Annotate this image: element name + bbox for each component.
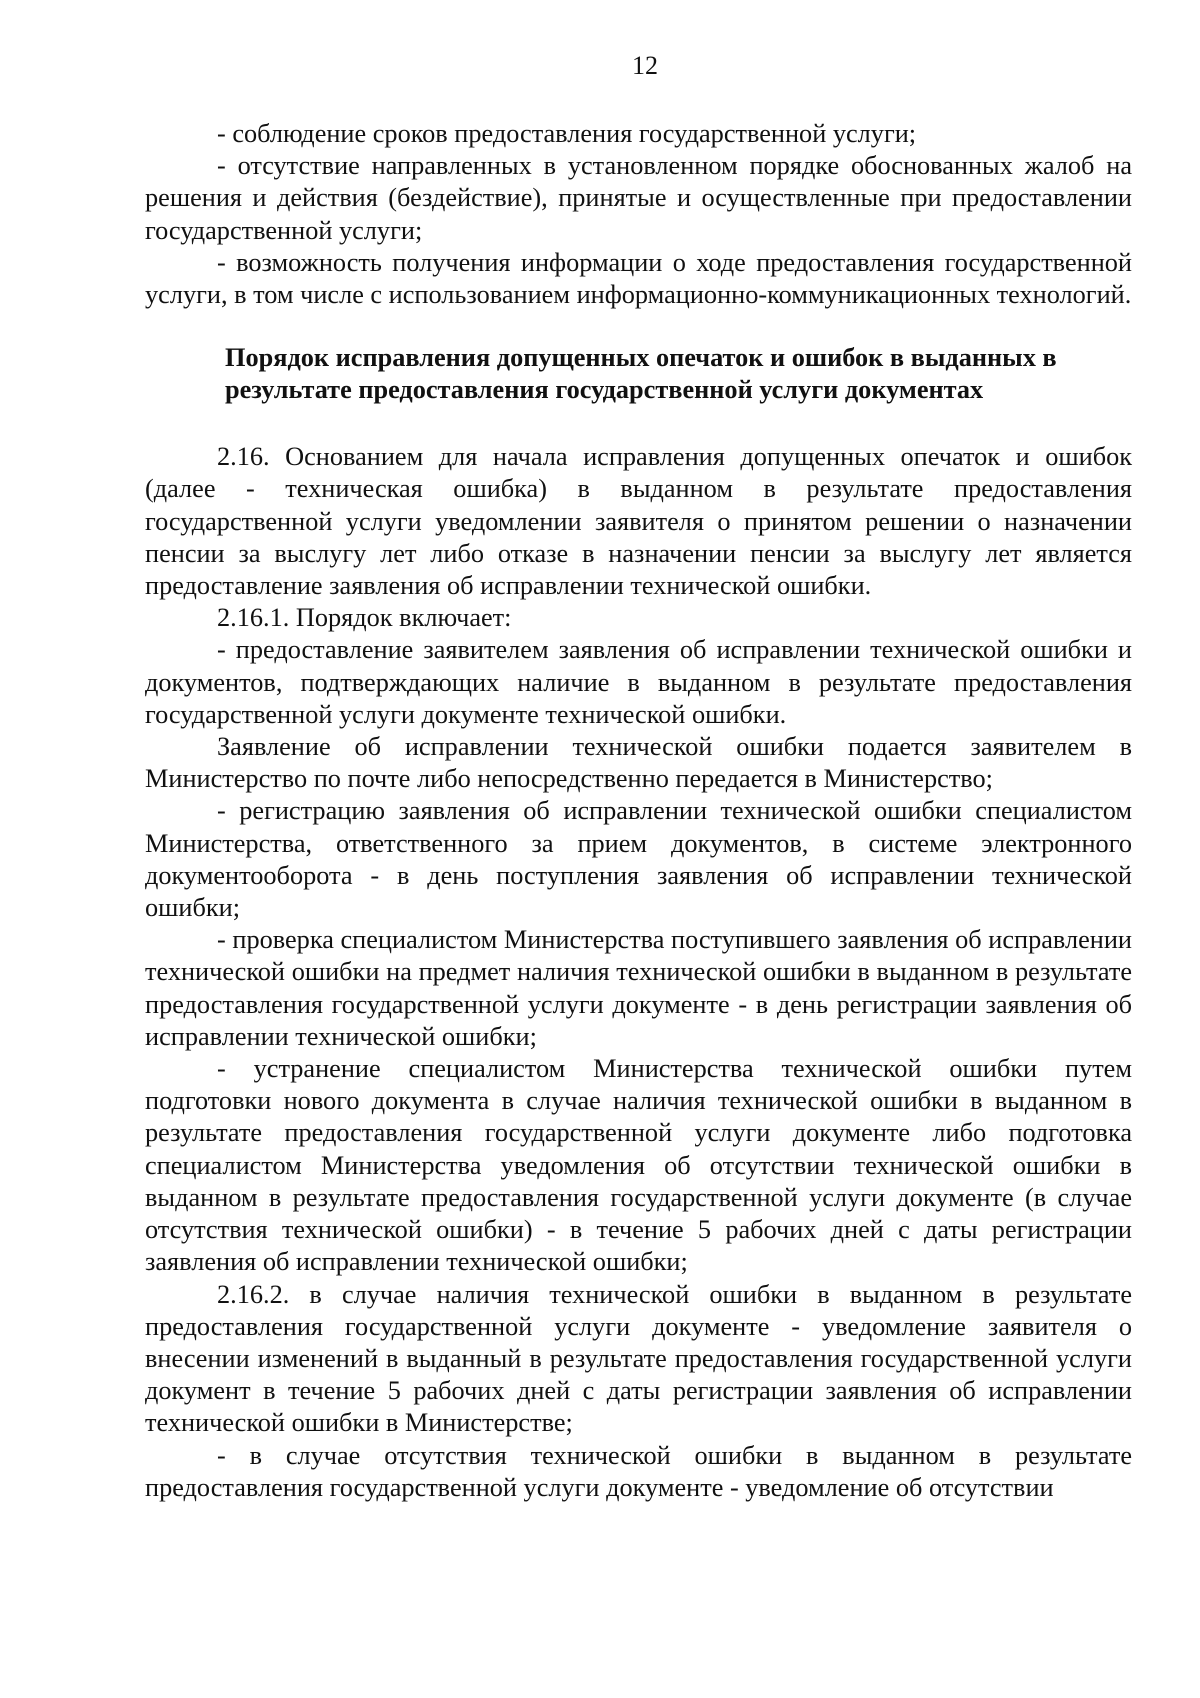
paragraph: - проверка специалистом Министерства поступившего заявления об исправлении технической ошибки на предмет наличия технической ошибки в выданном в результате предоставления государственной услуги документе - в день регистрации заявления об исправлении технической ошибки; [145, 925, 1132, 1051]
paragraph: - отсутствие направленных в установленном порядке обоснованных жалоб на решения и действия (бездействие), принятые и осуществленные при предоставлении государственной услуги; [145, 151, 1132, 245]
section-heading-line: Порядок исправления допущенных опечаток и ошибок в выданных в [225, 343, 1057, 373]
page-number: 12 [632, 51, 658, 80]
paragraph: - предоставление заявителем заявления об исправлении технической ошибки и документов, подтверждающих наличие в выданном в результате предоставления государственной услуги документе технической ошибки. [145, 635, 1132, 729]
paragraph: - в случае отсутствия технической ошибки в выданном в результате предоставления государственной услуги документе - уведомление об отсутствии [145, 1440, 1132, 1502]
document-body [145, 118, 1132, 1504]
paragraph: 2.16.2. в случае наличия технической ошибки в выданном в результате предоставления государственной услуги документе - уведомление заявителя о внесении изменений в выданный в результате предоставления государственной услуги документ в течение 5 рабочих дней с даты регистрации заявления об исправлении технической ошибки в Министерстве; [145, 1279, 1132, 1438]
paragraph: - устранение специалистом Министерства технической ошибки путем подготовки нового документа в случае наличия технической ошибки в выданном в результате предоставления государственной услуги документе либо подготовка специалистом Министерства уведомления об отсутствии технической ошибки в выданном в результате предоставления государственной услуги документе (в случае отсутствия технической ошибки) - в течение 5 рабочих дней с даты регистрации заявления об исправлении технической ошибки; [145, 1054, 1132, 1277]
paragraph: - регистрацию заявления об исправлении технической ошибки специалистом Министерства, ответственного за прием документов, в системе электронного документооборота - в день поступления заявления об исправлении технической ошибки; [145, 796, 1132, 923]
paragraph: Заявление об исправлении технической ошибки подается заявителем в Министерство по почте либо непосредственно передается в Министерство; [145, 732, 1132, 794]
section-heading [145, 342, 1132, 406]
paragraph: - соблюдение сроков предоставления государственной услуги; [217, 119, 917, 148]
section-heading-line: результате предоставления государственной услуги документах [225, 375, 984, 405]
paragraph: 2.16.1. Порядок включает: [217, 603, 512, 633]
paragraph: - возможность получения информации о ходе предоставления государственной услуги, в том числе с использованием информационно-коммуникационных технологий. [145, 247, 1132, 310]
paragraph: 2.16. Основанием для начала исправления допущенных опечаток и ошибок (далее - техническая ошибка) в выданном в результате предоставления государственной услуги уведомлении заявителя о принятом решении о назначении пенсии за выслугу лет либо отказе в назначении пенсии за выслугу лет является предоставление заявления об исправлении технической ошибки. [145, 442, 1132, 601]
